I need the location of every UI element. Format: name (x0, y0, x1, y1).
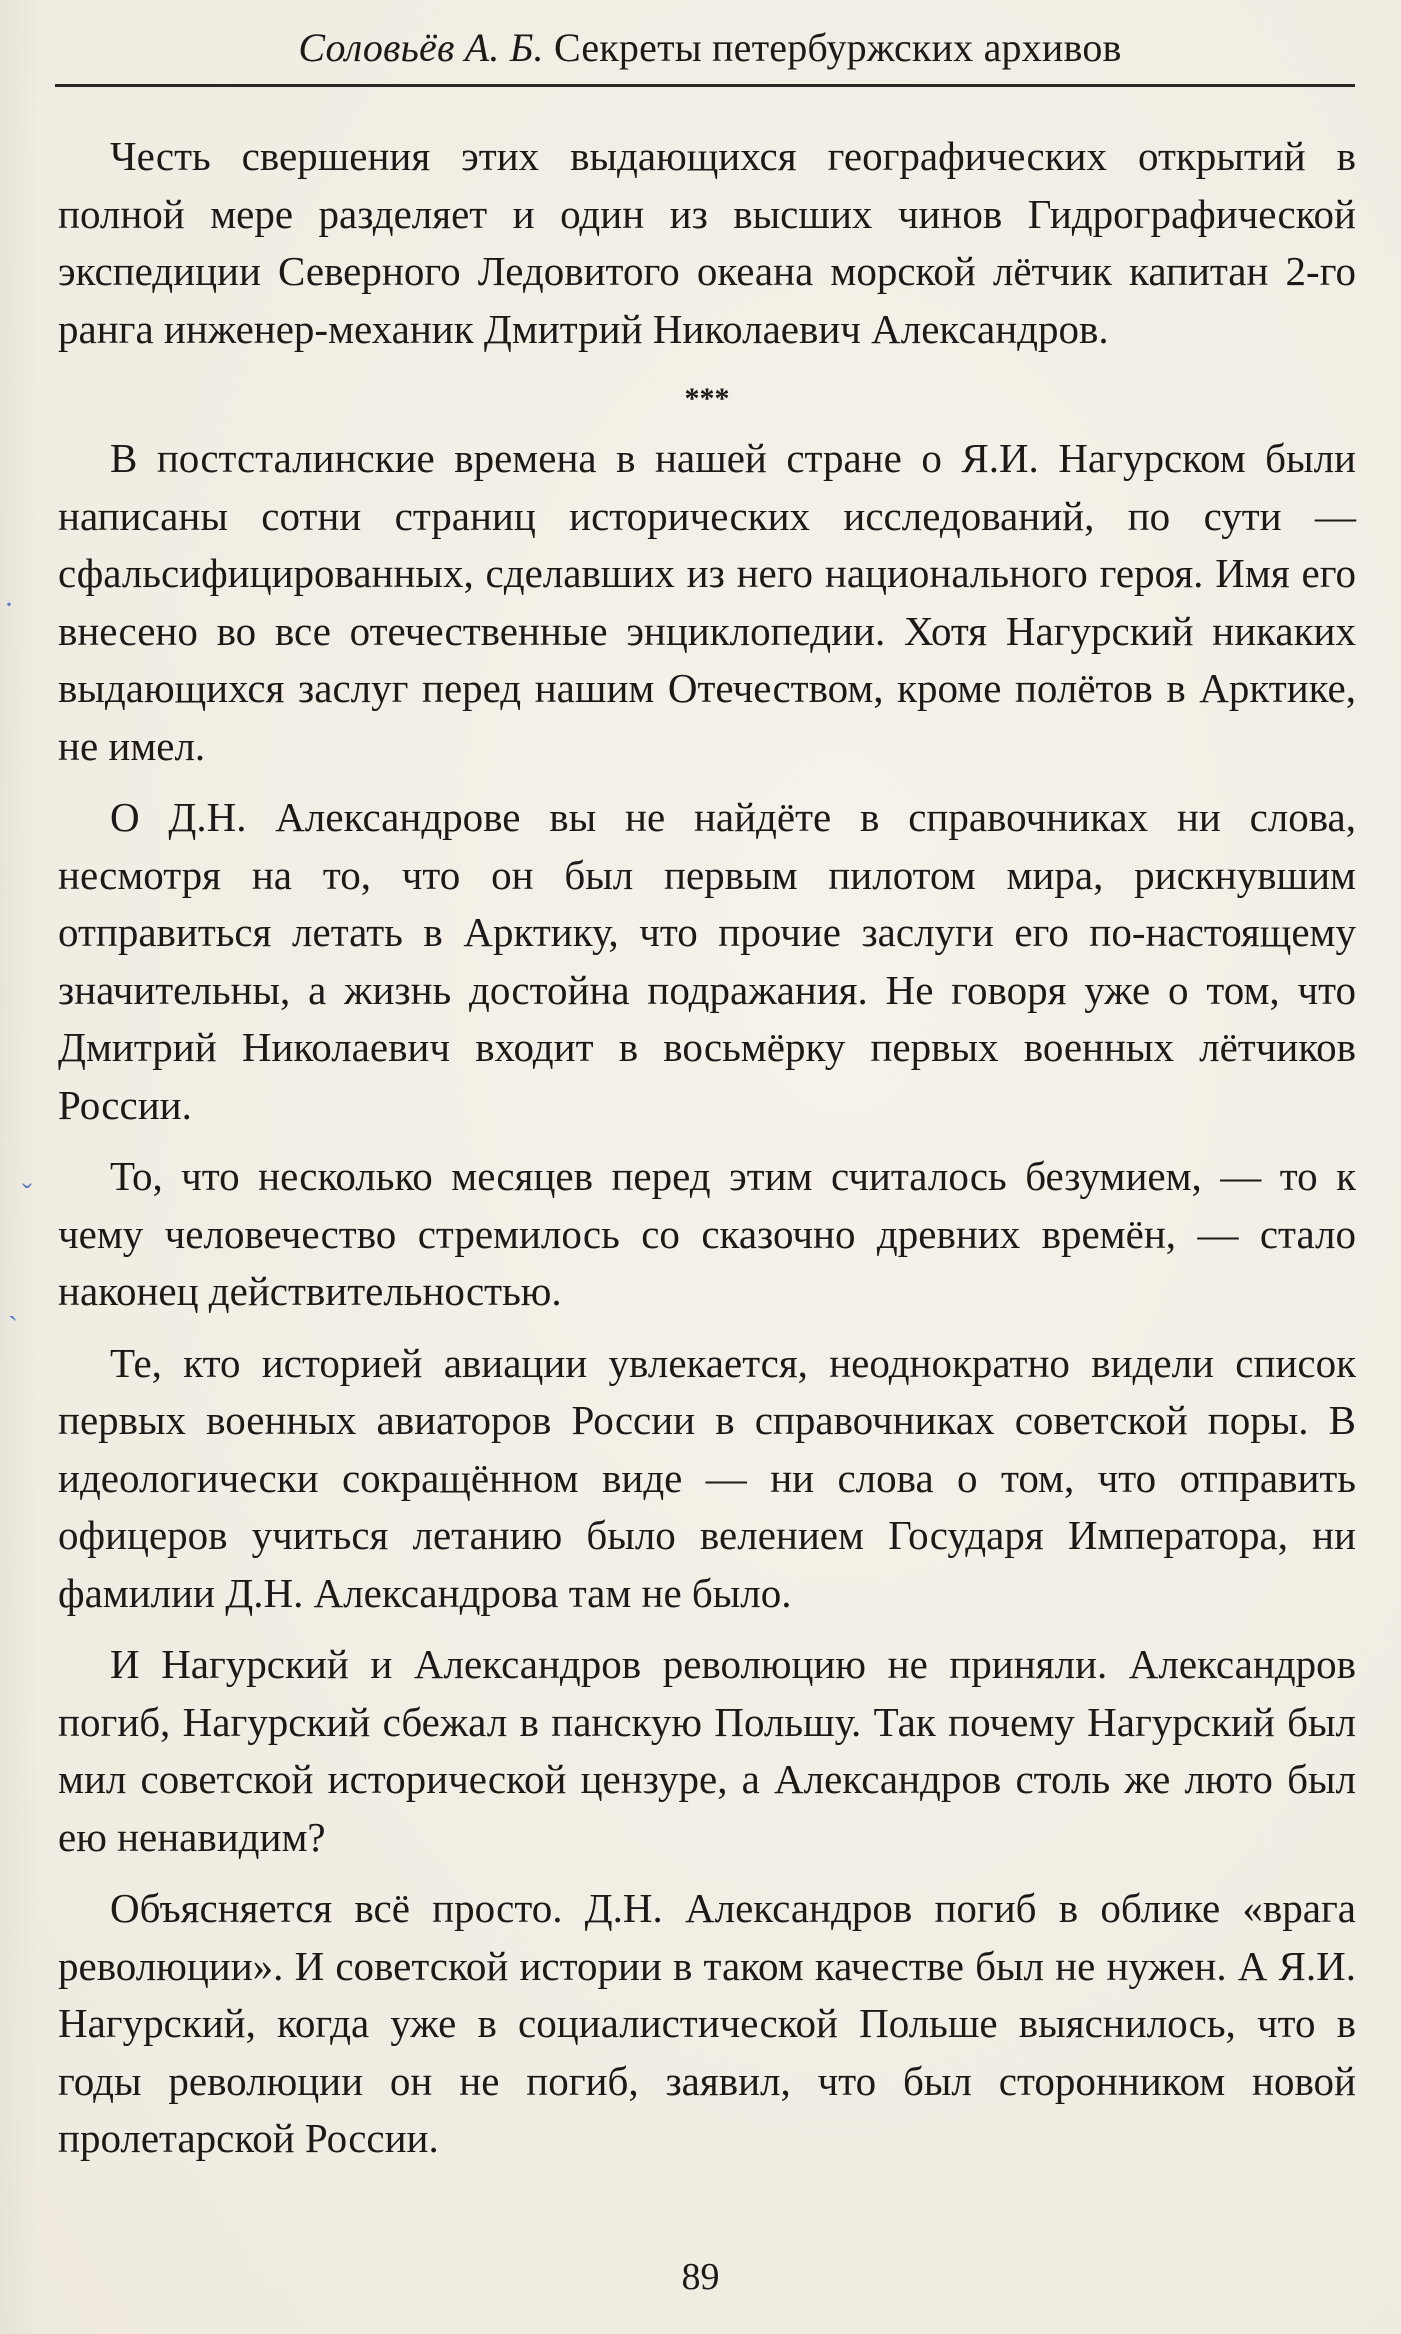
paragraph-6: И Нагурский и Александров революцию не приняли. Александров погиб, Нагурский сбежал в панскую Польшу. Так почему Нагурский был мил советской исторической цензуре, а Александров столь же люто был ею ненавидим? (58, 1641, 1356, 1860)
page-number: 89 (681, 2256, 720, 2298)
page-body (58, 128, 1356, 2168)
margin-pen-mark-2: ˏ (8, 1288, 18, 1321)
paragraph-5: Те, кто историей авиации увлекается, неоднократно видели список первых военных авиаторов России в справочниках советской поры. В идеологически сокращённом виде — ни слова о том, что отправить офицеров учиться летанию было велением Государя Императора, ни фамилии Д.Н. Александрова там не было. (58, 1339, 1356, 1616)
header-rule (55, 84, 1355, 87)
paragraph-2: В постсталинские времена в нашей стране о Я.И. Нагурском были написаны сотни страниц исторических исследований, по сути — сфальсифицированных, сделавших из него национального героя. Имя его внесено во все отечественные энциклопедии. Хотя Нагурский никаких выдающихся заслуг перед нашим Отечеством, кроме полётов в Арктике, не имел. (58, 435, 1356, 769)
paragraph-4: То, что несколько месяцев перед этим считалось безумием, — то к чему человечество стремилось со сказочно древних времён, — стало наконец действительностью. (58, 1153, 1356, 1314)
header-author: Соловьёв А. Б. (298, 25, 544, 70)
margin-dot-mark: · (4, 588, 14, 621)
paragraph-1: Честь свершения этих выдающихся географических открытий в полной мере разделяет и один из высших чинов Гидрографической экспедиции Северного Ледовитого океана морской лётчик капитан 2-го ранга инженер-механик Дмитрий Николаевич Александров. (58, 133, 1356, 352)
paragraph-7: Объясняется всё просто. Д.Н. Александров погиб в облике «врага революции». И советской истории в таком качестве был не нужен. А Я.И. Нагурский, когда уже в социалистической Польше выяснилось, что в годы революции он не погиб, заявил, что был сторонником новой пролетарской России. (58, 1885, 1356, 2161)
section-separator: *** (684, 382, 730, 415)
header-title: Секреты петербуржских архивов (553, 25, 1122, 70)
running-header (60, 22, 1360, 82)
margin-pen-mark: ˇ (22, 1178, 32, 1211)
paragraph-3: О Д.Н. Александрове вы не найдёте в справочниках ни слова, несмотря на то, что он был первым пилотом мира, рискнувшим отправиться летать в Арктику, что прочие заслуги его по-настоящему значительны, а жизнь достойна подражания. Не говоря уже о том, что Дмитрий Николаевич входит в восьмёрку первых военных лётчиков России. (58, 794, 1356, 1128)
